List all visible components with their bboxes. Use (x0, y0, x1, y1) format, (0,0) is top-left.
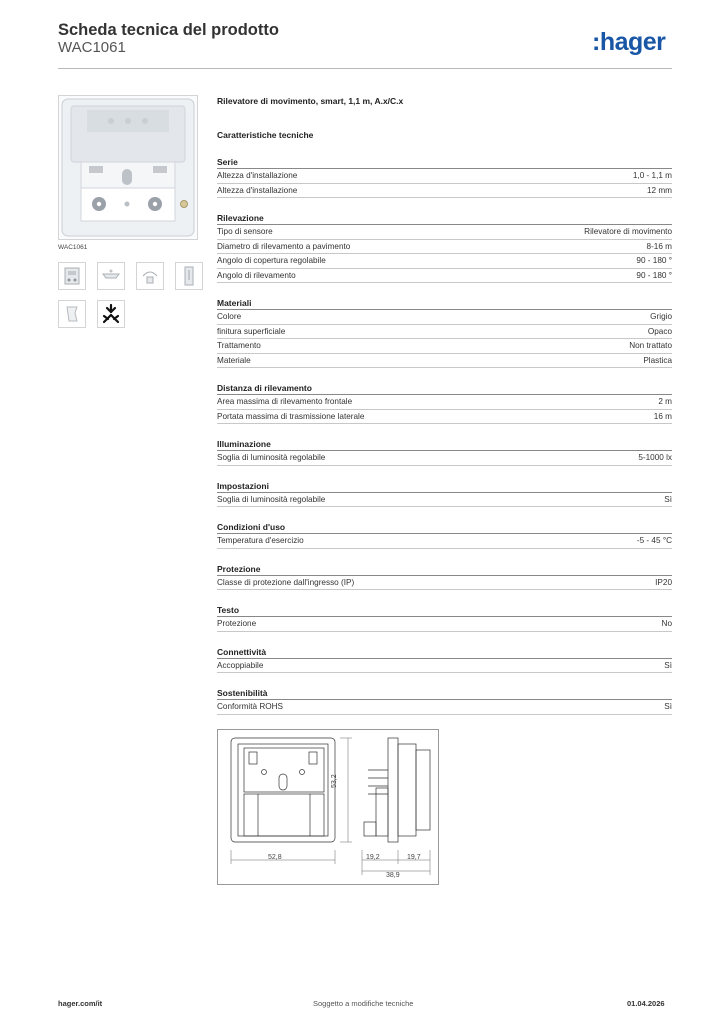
spec-group (217, 564, 672, 591)
spec-value: Non trattato (629, 341, 672, 350)
spec-group (217, 439, 672, 466)
spec-group-title: Sostenibilità (217, 688, 672, 700)
thumbnail-1[interactable] (58, 262, 86, 290)
spec-row (217, 225, 672, 240)
spec-label: Soglia di luminosità regolabile (217, 453, 326, 462)
product-code: WAC1061 (58, 39, 126, 56)
photo-caption: WAC1061 (58, 244, 88, 251)
spec-value: Rilevatore di movimento (584, 227, 672, 236)
spec-row (217, 617, 672, 632)
spec-row (217, 325, 672, 340)
spec-group-title: Materiali (217, 298, 672, 310)
spec-label: Diametro di rilevamento a pavimento (217, 241, 351, 251)
spec-label: Area massima di rilevamento frontale (217, 397, 353, 406)
spec-row (217, 700, 672, 715)
spec-label: Colore (217, 312, 242, 321)
spec-group (217, 383, 672, 424)
spec-label: finitura superficiale (217, 326, 286, 336)
spec-label: Altezza d'installazione (217, 171, 298, 180)
thumbnail-2[interactable] (97, 262, 125, 290)
hager-logo: :hager (592, 28, 666, 56)
spec-label: Portata massima di trasmissione laterale (217, 411, 365, 421)
spec-row (217, 269, 672, 284)
dim-depth-total: 38,9 (386, 872, 400, 879)
spec-label: Conformità ROHS (217, 702, 283, 711)
spec-group-title: Distanza di rilevamento (217, 383, 672, 395)
footer-website[interactable]: hager.com/it (58, 999, 103, 1008)
spec-row (217, 659, 672, 674)
footer-notice: Soggetto a modifiche tecniche (313, 999, 414, 1008)
product-photo[interactable] (58, 95, 198, 240)
spec-group (217, 647, 672, 674)
spec-value: 1,0 - 1,1 m (632, 171, 672, 180)
front-view-drawing (231, 738, 335, 842)
footer-date: 01.04.2026 (627, 999, 665, 1008)
spec-label: Accoppiabile (217, 660, 264, 670)
spec-value: Sì (664, 702, 672, 711)
spec-value: 5-1000 lx (638, 453, 672, 462)
spec-row (217, 451, 672, 466)
spec-label: Materiale (217, 355, 251, 365)
product-name: Rilevatore di movimento, smart, 1,1 m, A.x/C.x (217, 96, 404, 106)
spec-label: Soglia di luminosità regolabile (217, 494, 326, 504)
spec-group (217, 157, 672, 198)
spec-value: IP20 (655, 577, 672, 587)
spec-value: -5 - 45 °C (636, 536, 672, 545)
spec-row (217, 169, 672, 184)
thumbnail-6[interactable] (97, 300, 125, 328)
spec-row (217, 254, 672, 269)
spec-group-title: Serie (217, 157, 672, 169)
spec-row (217, 410, 672, 425)
specs-heading: Caratteristiche tecniche (217, 130, 314, 140)
spec-group-title: Impostazioni (217, 481, 672, 493)
thumbnail-5[interactable] (58, 300, 86, 328)
page-title: Scheda tecnica del prodotto (58, 21, 279, 39)
spec-group (217, 481, 672, 508)
spec-row (217, 184, 672, 199)
side-view-drawing (364, 738, 430, 842)
spec-value: 12 mm (646, 185, 672, 195)
spec-group (217, 298, 672, 368)
spec-group-title: Condizioni d'uso (217, 522, 672, 534)
thumbnail-3[interactable] (136, 262, 164, 290)
spec-group-title: Protezione (217, 564, 672, 576)
dim-height: 53,2 (331, 774, 338, 788)
spec-group-title: Testo (217, 605, 672, 617)
spec-row (217, 339, 672, 354)
spec-group (217, 522, 672, 549)
spec-group (217, 688, 672, 715)
technical-drawing[interactable] (217, 729, 439, 885)
spec-label: Tipo di sensore (217, 227, 273, 236)
spec-label: Trattamento (217, 341, 261, 350)
dim-depth-b: 19,7 (407, 854, 421, 861)
thumbnail-4[interactable] (175, 262, 203, 290)
spec-row (217, 534, 672, 549)
spec-value: No (661, 619, 672, 628)
spec-label: Temperatura d'esercizio (217, 536, 304, 545)
spec-label: Angolo di rilevamento (217, 270, 296, 280)
spec-row (217, 493, 672, 508)
spec-group (217, 605, 672, 632)
spec-row (217, 310, 672, 325)
dim-front-width: 52,8 (268, 854, 282, 861)
spec-value: 90 - 180 ° (636, 256, 672, 265)
spec-value: 2 m (658, 397, 672, 406)
spec-row (217, 395, 672, 410)
spec-value: Sì (664, 660, 672, 670)
spec-value: Sì (664, 494, 672, 504)
spec-value: 8-16 m (646, 241, 672, 251)
dim-depth-a: 19,2 (366, 854, 380, 861)
spec-row (217, 576, 672, 591)
spec-label: Classe di protezione dall'ingresso (IP) (217, 577, 355, 587)
spec-column (217, 96, 672, 742)
spec-group (217, 213, 672, 283)
spec-value: 90 - 180 ° (636, 270, 672, 280)
spec-value: Plastica (643, 355, 672, 365)
spec-label: Protezione (217, 619, 257, 628)
spec-label: Altezza d'installazione (217, 185, 298, 195)
spec-value: Grigio (650, 312, 672, 321)
spec-value: 16 m (653, 411, 672, 421)
spec-value: Opaco (647, 326, 672, 336)
spec-group-title: Illuminazione (217, 439, 672, 451)
spec-label: Angolo di copertura regolabile (217, 256, 326, 265)
spec-row (217, 354, 672, 369)
connectivity-icon (104, 305, 118, 322)
spec-group-title: Connettività (217, 647, 672, 659)
spec-groups (217, 157, 672, 715)
spec-group-title: Rilevazione (217, 213, 672, 225)
spec-row (217, 240, 672, 255)
header-divider (58, 68, 672, 69)
